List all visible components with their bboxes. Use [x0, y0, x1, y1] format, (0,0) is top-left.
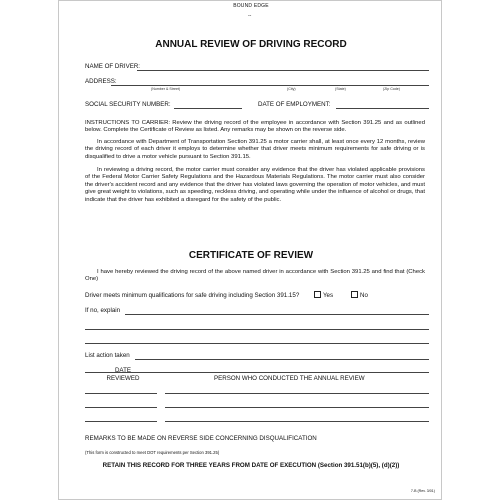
bound-edge-label: BOUND EDGE: [233, 3, 269, 9]
action-line-1[interactable]: [135, 359, 429, 360]
explain-line-3[interactable]: [85, 343, 429, 344]
date-reviewed-line-2[interactable]: [85, 407, 157, 408]
review-criteria-paragraph: In reviewing a driving record, the motor carrier must consider any evidence that the driver has violated applicable provisions of the Federal Motor Carrier Safety Regulations and the Hazardous Materials Regulations. The motor carrier must also consider the driver's accident record and any evidence that the driver has violated laws governing the operation of motor vehicles, and must give great weight to violations, such as speeding, reckless driving, and operating while under the influence of alcohol or drugs, that indicate that the driver has exhibited a disregard for the safety of the public.: [85, 167, 425, 203]
no-checkbox[interactable]: [351, 291, 358, 298]
date-of-employment-field[interactable]: [336, 108, 429, 109]
reviewer-line-1[interactable]: [165, 393, 429, 394]
ssn-field[interactable]: [174, 108, 242, 109]
regulation-paragraph: In accordance with Department of Transportation Section 391.25 a motor carrier shall, at least once every 12 months, review the driving record of each driver it employs to determine whether that driver meets minimum requirements for safe driving or is disqualified to drive a motor vehicle pursuant to Section 391.15.: [85, 139, 425, 160]
tick-mark: --: [248, 13, 252, 19]
retain-record-note: RETAIN THIS RECORD FOR THREE YEARS FROM DATE OF EXECUTION (Section 391.51(b)(5), (d)(2)): [102, 462, 400, 469]
date-of-employment-label: DATE OF EMPLOYMENT:: [258, 101, 331, 108]
list-action-label: List action taken: [85, 352, 130, 359]
meets-qualifications-question: Driver meets minimum qualifications for safe driving including Section 391.15?: [85, 292, 300, 299]
if-no-explain-label: If no, explain: [85, 307, 121, 314]
address-state-caption: (State): [335, 87, 346, 91]
remarks-note: REMARKS TO BE MADE ON REVERSE SIDE CONCERNING DISQUALIFICATION: [85, 435, 317, 442]
date-reviewed-line-3[interactable]: [85, 421, 157, 422]
yes-checkbox[interactable]: [314, 291, 321, 298]
ssn-label: SOCIAL SECURITY NUMBER:: [85, 101, 171, 108]
instructions-paragraph: INSTRUCTIONS TO CARRIER: Review the driving record of the employee in accordance with Section 391.25 and as outlined below. Complete the Certificate of Review as listed. Any remarks may be shown on the reverse side.: [85, 120, 425, 134]
address-zip-caption: (Zip Code): [383, 87, 400, 91]
name-of-driver-label: NAME OF DRIVER:: [85, 63, 141, 70]
no-label: No: [360, 292, 368, 299]
dot-requirements-note: (This form is constructed to meet DOT requirements per Section 391.25): [85, 450, 220, 455]
form-revision: 7-B (Rev. 3/01): [410, 489, 435, 493]
explain-line-2[interactable]: [85, 329, 429, 330]
address-city-caption: (City): [287, 87, 296, 91]
reviewer-line-2[interactable]: [165, 407, 429, 408]
date-reviewed-line-1[interactable]: [85, 393, 157, 394]
name-of-driver-field[interactable]: [137, 70, 429, 71]
date-reviewed-header: DATE REVIEWED: [106, 367, 140, 382]
certificate-statement: I have hereby reviewed the driving record of the above named driver in accordance with Section 391.25 and find that (Check One): [85, 269, 425, 283]
address-label: ADDRESS:: [85, 78, 117, 85]
reviewer-line-3[interactable]: [165, 421, 429, 422]
address-field[interactable]: [111, 85, 429, 86]
form-title: ANNUAL REVIEW OF DRIVING RECORD: [155, 39, 347, 50]
address-street-caption: (Number & Street): [151, 87, 181, 91]
explain-line-1[interactable]: [125, 314, 429, 315]
person-reviewed-header: PERSON WHO CONDUCTED THE ANNUAL REVIEW: [214, 375, 365, 382]
yes-label: Yes: [323, 292, 334, 299]
form-page: [58, 0, 442, 500]
certificate-title: CERTIFICATE OF REVIEW: [188, 250, 314, 261]
